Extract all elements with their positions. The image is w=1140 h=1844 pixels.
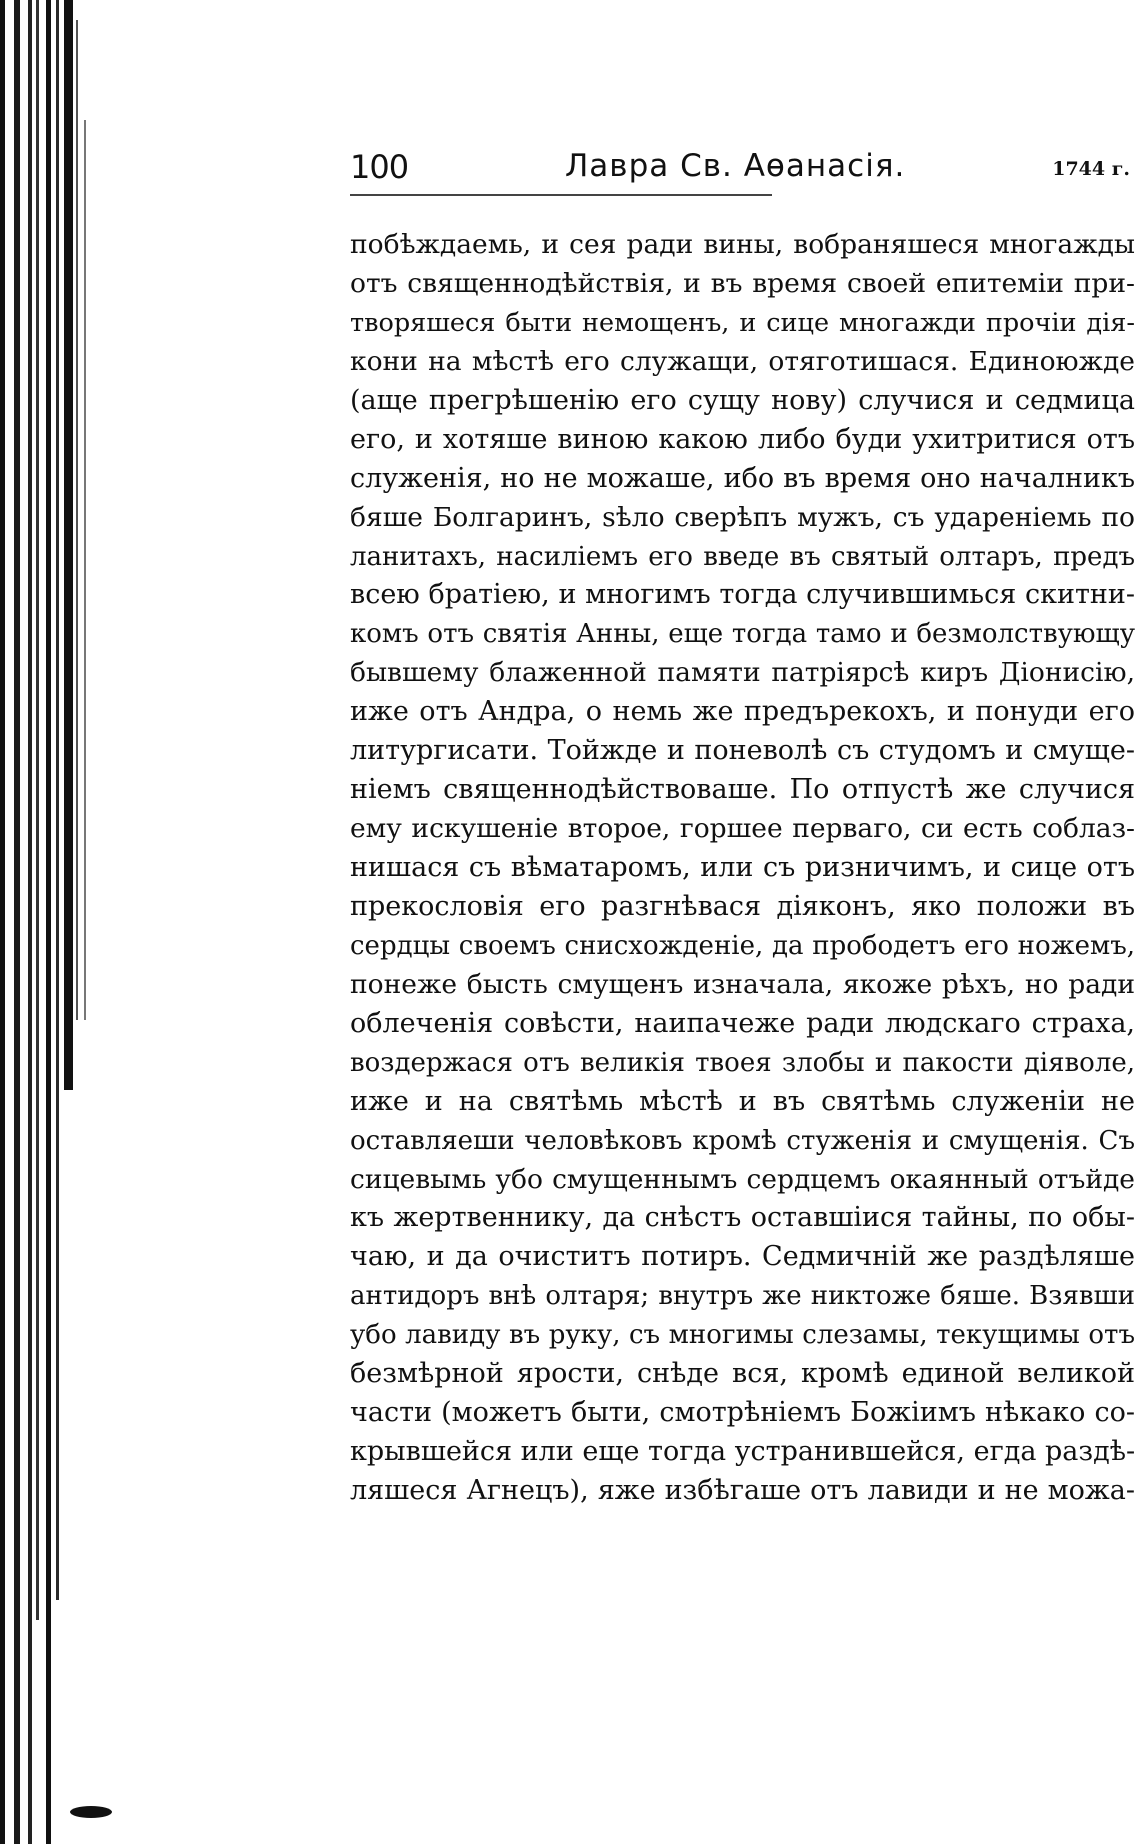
text-line: оставляеши человѣковъ кромѣ стуженія и смущенія. Съ (350, 1125, 1135, 1156)
text-line: всею братіею, и многимъ тогда случившимься скитни- (350, 579, 1135, 611)
text-line: отъ священнодѣйствія, и въ время своей епитеміи при- (350, 267, 1135, 299)
text-line: сердцы своемъ снисхожденіе, да прободетъ его ножемъ, (350, 930, 1135, 961)
ink-mark (70, 1806, 112, 1818)
text-line: крывшейся или еще тогда устранившейся, егда раздѣ- (350, 1436, 1136, 1468)
text-line: служенія, но не можаше, ибо въ время оно началникъ (350, 462, 1135, 494)
header-rule (350, 194, 772, 196)
text-line: ланитахъ, насиліемъ его введе въ святый олтаръ, предъ (350, 541, 1135, 572)
body-text (350, 226, 1135, 1511)
text-line: бяше Болгаринъ, ѕѣло сверѣпъ мужъ, съ удареніемь по (350, 501, 1135, 533)
text-line: его, и хотяше виною какою либо буди ухитритися отъ (350, 423, 1135, 455)
year-label: 1744 г. (1052, 158, 1130, 180)
text-line: иже и на святѣмь мѣстѣ и въ святѣмь служеніи не (350, 1085, 1135, 1117)
page-header (350, 148, 1130, 194)
text-line: творяшеся быти немощенъ, и сице многажди прочіи дія- (350, 307, 1135, 338)
text-line: убо лавиду въ руку, съ многимы слезамы, текущимы отъ (350, 1320, 1135, 1351)
text-line: къ жертвеннику, да снѣстъ оставшіися тайны, по обы- (350, 1202, 1135, 1234)
text-line: комъ отъ святія Анны, еще тогда тамо и безмолствующу (350, 619, 1135, 650)
text-line: ніемъ священнодѣйствоваше. По отпустѣ же случися (350, 774, 1135, 806)
book-binding-edge (0, 0, 95, 1844)
text-line: литургисати. Тойжде и поневолѣ съ студомъ и смуще- (350, 735, 1135, 767)
text-line: (аще прегрѣшенію его сущу нову) случися и седмица (350, 384, 1135, 416)
text-line: нишася съ вѣматаромъ, или съ ризничимъ, и сице отъ (350, 852, 1135, 883)
text-line: ляшеся Агнецъ), яже избѣгаше отъ лавиди и не можа- (350, 1475, 1135, 1506)
text-line: ему искушеніе второе, горшее перваго, си есть соблаз- (350, 813, 1135, 845)
text-line: облеченія совѣсти, наипачеже ради людскаго страха, (350, 1007, 1135, 1039)
text-line: кони на мѣстѣ его служащи, отяготишася. Единоюжде (350, 345, 1135, 377)
text-line: иже отъ Андра, о немь же предърекохъ, и понуди его (350, 696, 1135, 728)
text-line: чаю, и да очиститъ потиръ. Седмичній же раздѣляше (350, 1241, 1135, 1273)
page-number: 100 (350, 148, 409, 186)
text-line: безмѣрной ярости, снѣде вся, кромѣ единой великой (350, 1358, 1135, 1390)
text-line: прекословія его разгнѣвася діяконъ, яко положи въ (350, 890, 1135, 922)
text-line: побѣждаемь, и сея ради вины, вобраняшеся многажды (350, 229, 1135, 260)
text-line: бывшему блаженной памяти патріярсѣ киръ Діонисію, (350, 657, 1135, 689)
text-line: части (можетъ быти, смотрѣніемъ Божіимъ нѣкако со- (350, 1397, 1135, 1429)
text-line: сицевымь убо смущеннымъ сердцемъ окаянный отъйде (350, 1163, 1135, 1195)
text-line: понеже бысть смущенъ изначала, якоже рѣхъ, но ради (350, 968, 1135, 1000)
running-title: Лавра Св. Аѳанасія. (565, 148, 906, 184)
text-line: воздержася отъ великія твоея злобы и пакости діяволе, (350, 1047, 1135, 1078)
text-line: антидоръ внѣ олтаря; внутръ же никтоже бяше. Взявши (350, 1281, 1135, 1312)
